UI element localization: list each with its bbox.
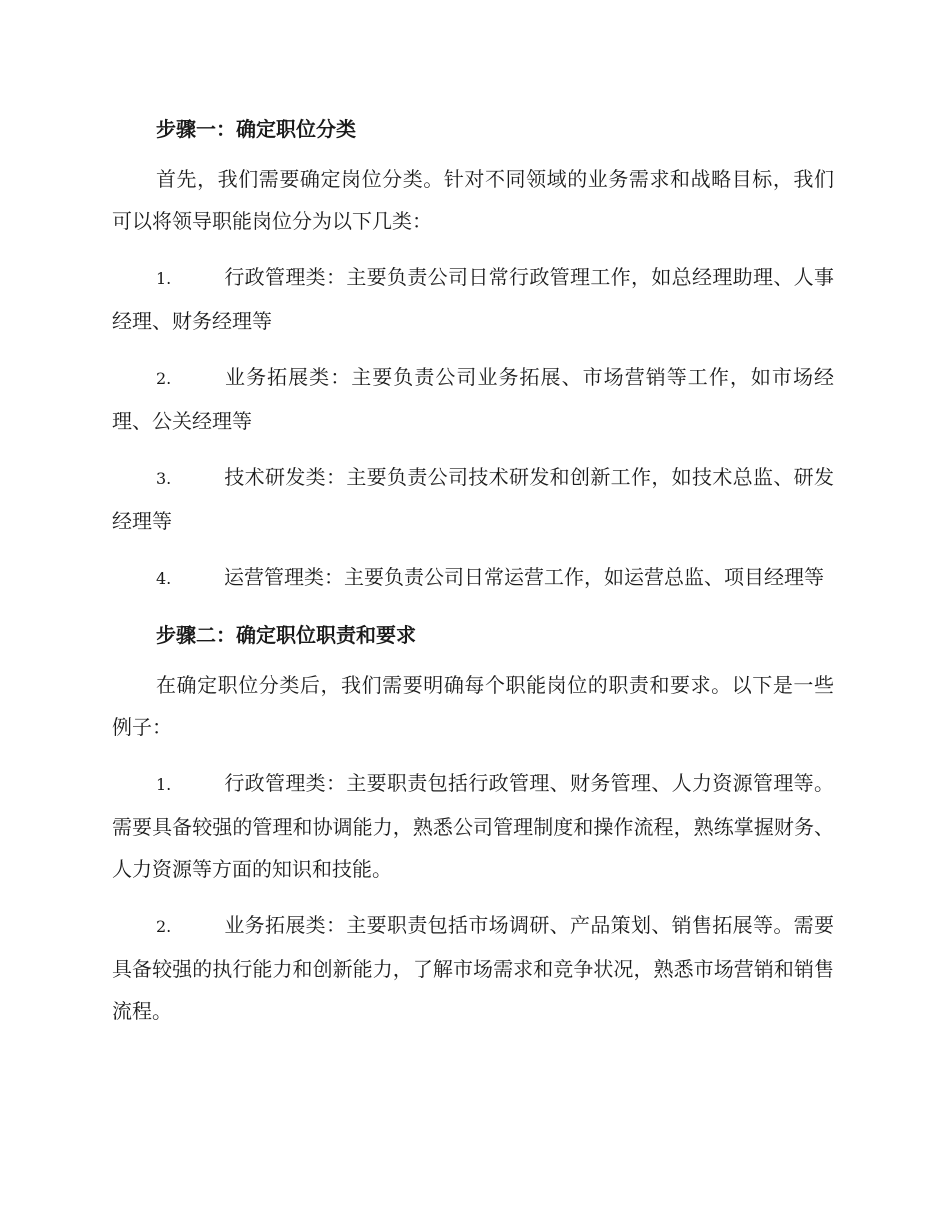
list-item-number: 2.	[156, 917, 172, 936]
section2-intro: 在确定职位分类后，我们需要明确每个职能岗位的职责和要求。以下是一些例子：	[112, 673, 834, 739]
list-item-text: 业务拓展类：主要负责公司业务拓展、市场营销等工作，如市场经理、公关经理等	[112, 365, 834, 433]
list-item-number: 2.	[156, 369, 172, 388]
list-item-text: 技术研发类：主要负责公司技术研发和创新工作，如技术总监、研发经理等	[112, 465, 834, 533]
list-item	[112, 456, 834, 542]
list-item	[112, 356, 834, 442]
list-item-text: 业务拓展类：主要职责包括市场调研、产品策划、销售拓展等。需要具备较强的执行能力和创新能力，了解市场需求和竞争状况，熟悉市场营销和销售流程。	[112, 913, 834, 1023]
list-item	[112, 256, 834, 342]
list-item-number: 1.	[156, 269, 172, 288]
list-item-text: 运营管理类：主要负责公司日常运营工作，如运营总监、项目经理等	[224, 565, 824, 589]
section1-intro: 首先，我们需要确定岗位分类。针对不同领域的业务需求和战略目标，我们可以将领导职能岗位分为以下几类：	[112, 167, 834, 233]
list-item-number: 4.	[156, 569, 172, 588]
list-item-number: 3.	[156, 469, 172, 488]
list-item-text: 行政管理类：主要负责公司日常行政管理工作，如总经理助理、人事经理、财务经理等	[112, 265, 834, 333]
list-item-text: 行政管理类：主要职责包括行政管理、财务管理、人力资源管理等。需要具备较强的管理和协调能力，熟悉公司管理制度和操作流程，熟练掌握财务、人力资源等方面的知识和技能。	[112, 771, 834, 881]
section1-heading: 步骤一：确定职位分类	[156, 117, 356, 141]
section2-heading: 步骤二：确定职位职责和要求	[156, 623, 416, 647]
list-item	[112, 762, 834, 890]
list-item	[112, 556, 834, 600]
document-page	[112, 108, 834, 1046]
list-item	[112, 904, 834, 1032]
list-item-number: 1.	[156, 775, 172, 794]
